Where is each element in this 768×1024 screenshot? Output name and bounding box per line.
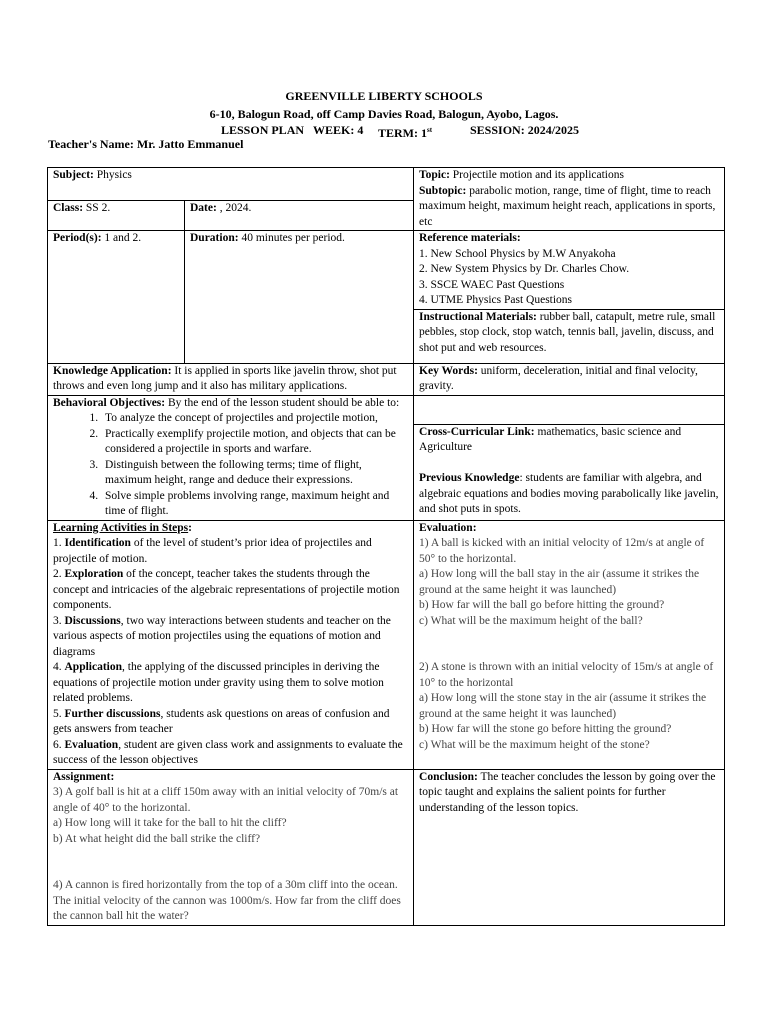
date-cell: Date: , 2024. [185, 200, 414, 230]
document-header [0, 87, 768, 123]
activity-step: 6. Evaluation, student are given class work and assignments to evaluate the success of the lesson objectives [53, 738, 403, 766]
lesson-plan-label: LESSON PLAN [221, 123, 305, 137]
duration-cell: Duration: 40 minutes per period. [185, 231, 414, 364]
activity-step: 2. Exploration of the concept, teacher takes the students through the concept and intricacies of the algebraic representations of projectile motion components. [53, 568, 400, 611]
school-address: 6-10, Balogun Road, off Camp Davies Road, Balogun, Ayobo, Lagos. [209, 107, 559, 121]
learning-activities-cell: Learning Activities in Steps: 1. Identification of the level of student’s prior idea of projectiles and projectile of motion. 2. Exploration of the concept, teacher takes the students through the concept and intricacies of the algebraic representations of projectile motion components. 3. Discussions, two way interactions between students and teacher on the various aspects of motion projectiles using the equations of motion and diagrams 4. Application, the applying of the discussed principles in deriving the equations of projectile motion under gravity using them to solve motion related problems. 5. Further discussions, students ask questions on areas of confusion and gets answers from teacher 6. Evaluation, student are given class work and assignments to evaluate the success of the lesson objectives [48, 520, 414, 769]
objective-item: 4. Solve simple problems involving range, maximum height and time of flight. [101, 489, 408, 520]
topic-cell: Topic: Projectile motion and its applications Subtopic: parabolic motion, range, time of flight, time to reach maximum height, maximum height reach, applications in sports, etc [414, 168, 725, 231]
period-cell: Period(s): 1 and 2. [48, 231, 185, 364]
school-name: GREENVILLE LIBERTY SCHOOLS [285, 89, 483, 103]
behavioral-objectives-cell: Behavioral Objectives: By the end of the lesson student should be able to: 1. To analyze the concept of projectiles and projectile motion, 2. Practically exemplify projectile motion, and objects that can be considered a projectile in sports and warfare. 3. Distinguish between the following terms; time of flight, maximum height, range and deduce their expressions. 4. Solve simple problems involving range, maximum height and time of flight. [48, 395, 414, 520]
objective-item: 1. To analyze the concept of projectiles and projectile motion, [101, 411, 408, 427]
key-words-cell: Key Words: uniform, deceleration, initial and final velocity, gravity. [414, 363, 725, 395]
links-cell: Cross-Curricular Link: mathematics, basic science and Agriculture Previous Knowledge: students are familiar with algebra, and algebraic equations and bodies moving parabolically like javelin, and shot puts in spots. [414, 395, 725, 520]
week-label: WEEK: 4 [313, 123, 364, 137]
activity-step: 5. Further discussions, students ask questions on areas of confusion and gets answers from teacher [53, 707, 390, 735]
teacher-name: Teacher's Name: Mr. Jatto Emmanuel [48, 137, 244, 151]
evaluation-cell: Evaluation: 1) A ball is kicked with an initial velocity of 12m/s at angle of 50° to the horizontal. a) How long will the ball stay in the air (assume it strikes the ground at the same height it was launched) b) How far will the ball go before hitting the ground? c) What will be the maximum height of the ball? 2) A stone is thrown with an initial velocity of 15m/s at angle of 10° to the horizontal a) How long will the stone stay in the air (assume it strikes the ground at the same height it was launched) b) How far will the stone go before hitting the ground? c) What will be the maximum height of the stone? [414, 520, 725, 769]
assignment-cell: Assignment: 3) A golf ball is hit at a cliff 150m away with an initial velocity of 70m/s at angle of 40° to the horizontal. a) How long will it take for the ball to hit the cliff? b) At what height did the ball strike the cliff? 4) A cannon is fired horizontally from the top of a 30m cliff into the ocean. The initial velocity of the cannon was 1000m/s. How far from the cliff does the cannon ball hit the water? [48, 769, 414, 925]
objective-item: 3. Distinguish between the following terms; time of flight, maximum height, range and deduce their expressions. [101, 458, 408, 489]
knowledge-application-cell: Knowledge Application: It is applied in sports like javelin throw, shot put throws and even long jump and it also has military applications. [48, 363, 414, 395]
objectives-list [53, 411, 408, 520]
activity-step: 4. Application, the applying of the discussed principles in deriving the equations of projectile motion under gravity using them to solve motion related problems. [53, 661, 384, 704]
activity-step: 3. Discussions, two way interactions between students and teacher on the various aspects of motion projectiles using the equations of motion and diagrams [53, 614, 391, 658]
session-label: SESSION: 2024/2025 [470, 123, 580, 137]
references-cell: Reference materials: 1. New School Physics by M.W Anyakoha 2. New System Physics by Dr. Charles Chow. 3. SSCE WAEC Past Questions 4. UTME Physics Past Questions [414, 231, 725, 310]
lesson-plan-table [47, 167, 725, 926]
instructional-materials-cell: Instructional Materials: rubber ball, catapult, metre rule, small pebbles, stop clock, stop watch, tennis ball, javelin, discuss, and shot put and web resources. [414, 309, 725, 363]
objective-item: 2. Practically exemplify projectile motion, and objects that can be considered a projectile in sports and warfare. [101, 427, 408, 458]
activity-step: 1. Identification of the level of student’s prior idea of projectiles and projectile of motion. [53, 537, 372, 565]
conclusion-cell: Conclusion: The teacher concludes the lesson by going over the topic taught and explains the salient points for further understanding of the lesson topics. [414, 769, 725, 925]
subject-cell: Subject: Physics [48, 168, 414, 201]
term-label: TERM: 1st [378, 126, 433, 140]
class-cell: Class: SS 2. [48, 200, 185, 230]
